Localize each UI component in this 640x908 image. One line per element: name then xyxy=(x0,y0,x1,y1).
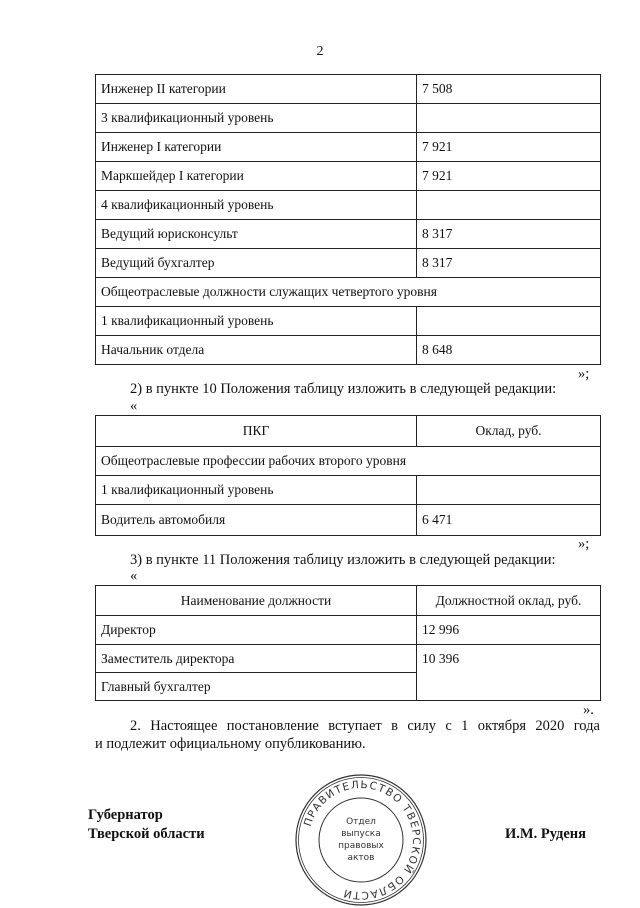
stamp-ring-text: ПРАВИТЕЛЬСТВО ТВЕРСКОЙ ОБЛАСТИ xyxy=(301,778,423,902)
table-row xyxy=(96,476,601,505)
stamp-line: правовых xyxy=(338,841,384,851)
word: с xyxy=(445,718,452,734)
table-row xyxy=(96,133,601,162)
table-cell-value: 8 317 xyxy=(417,220,601,249)
word: года xyxy=(573,718,600,734)
table-header-cell: Должностной оклад, руб. xyxy=(417,586,601,616)
stamp-line: актов xyxy=(347,853,375,863)
paragraph-3-open-quote: « xyxy=(130,568,138,584)
table-cell-value xyxy=(417,476,601,505)
word: 2. xyxy=(130,718,141,734)
signatory-name: И.М. Руденя xyxy=(505,826,587,842)
table-cell-name: Заместитель директора xyxy=(96,645,417,673)
signatory-title xyxy=(88,806,205,844)
table-header-cell: ПКГ xyxy=(96,416,417,447)
table-cell-name: Ведущий юрисконсульт xyxy=(96,220,417,249)
salary-table-1 xyxy=(95,74,601,365)
table-header-cell: Оклад, руб. xyxy=(417,416,601,447)
table-cell-name: Инженер I категории xyxy=(96,133,417,162)
stamp-line: выпуска xyxy=(341,829,381,839)
paragraph-2-open-quote: « xyxy=(130,398,138,414)
table-cell-name: Маркшейдер I категории xyxy=(96,162,417,191)
table-row xyxy=(96,75,601,104)
table-row xyxy=(96,307,601,336)
table-cell-value xyxy=(417,307,601,336)
table-cell-group: Общеотраслевые должности служащих четвертого уровня xyxy=(96,278,601,307)
word: 2020 xyxy=(535,718,565,734)
table-cell-group: Общеотраслевые профессии рабочих второго уровня xyxy=(96,447,601,476)
table-header-cell: Наименование должности xyxy=(96,586,417,616)
table-row xyxy=(96,104,601,133)
table2-close-quote: »; xyxy=(578,536,590,552)
word: в xyxy=(391,718,398,734)
salary-table-3 xyxy=(95,585,601,701)
table-cell-value: 8 648 xyxy=(417,336,601,365)
table-row xyxy=(96,645,601,673)
signatory-title-line1: Губернатор xyxy=(88,807,163,823)
table-cell-value: 6 471 xyxy=(417,505,601,536)
table1-close-quote: »; xyxy=(578,366,590,382)
paragraph-3: 3) в пункте 11 Положения таблицу изложить в следующей редакции: xyxy=(130,552,556,568)
table-cell-value: 10 396 xyxy=(417,645,601,701)
table-cell-name: 3 квалификационный уровень xyxy=(96,104,417,133)
table-cell-name: Ведущий бухгалтер xyxy=(96,249,417,278)
table-row xyxy=(96,220,601,249)
table-cell-value: 8 317 xyxy=(417,249,601,278)
table-cell-name: Главный бухгалтер xyxy=(96,673,417,701)
table-row xyxy=(96,162,601,191)
official-stamp xyxy=(293,772,429,908)
table-cell-name: Инженер II категории xyxy=(96,75,417,104)
table-cell-name: Директор xyxy=(96,616,417,645)
table-cell-value xyxy=(417,191,601,220)
table-cell-name: 1 квалификационный уровень xyxy=(96,476,417,505)
final-paragraph-line2: и подлежит официальному опубликованию. xyxy=(95,736,366,752)
paragraph-2: 2) в пункте 10 Положения таблицу изложить в следующей редакции: xyxy=(130,381,557,397)
table-row xyxy=(96,336,601,365)
table-cell-value: 12 996 xyxy=(417,616,601,645)
salary-table-1-body xyxy=(96,75,601,365)
signatory-title-line2: Тверской области xyxy=(88,826,205,842)
salary-table-2 xyxy=(95,415,601,536)
table-cell-name: 1 квалификационный уровень xyxy=(96,307,417,336)
table-cell-value: 7 921 xyxy=(417,133,601,162)
table-row xyxy=(96,505,601,536)
table-row xyxy=(96,249,601,278)
table-cell-value xyxy=(417,104,601,133)
word: силу xyxy=(407,718,437,734)
page-number: 2 xyxy=(316,44,324,59)
word: Настоящее xyxy=(150,718,218,734)
table-header-row xyxy=(96,416,601,447)
table-row xyxy=(96,616,601,645)
table-cell-name: Водитель автомобиля xyxy=(96,505,417,536)
table-cell-value: 7 921 xyxy=(417,162,601,191)
word: октября xyxy=(477,718,526,734)
stamp-line: Отдел xyxy=(346,817,376,827)
word: вступает xyxy=(328,718,382,734)
final-paragraph-line1 xyxy=(130,718,600,735)
table-cell-name: 4 квалификационный уровень xyxy=(96,191,417,220)
table-header-row xyxy=(96,586,601,616)
table-row xyxy=(96,447,601,476)
word: 1 xyxy=(461,718,469,734)
word: постановление xyxy=(226,718,319,734)
table-row xyxy=(96,191,601,220)
table-cell-value: 7 508 xyxy=(417,75,601,104)
table-cell-name: Начальник отдела xyxy=(96,336,417,365)
table-row xyxy=(96,278,601,307)
table3-close-quote: ». xyxy=(583,702,594,718)
